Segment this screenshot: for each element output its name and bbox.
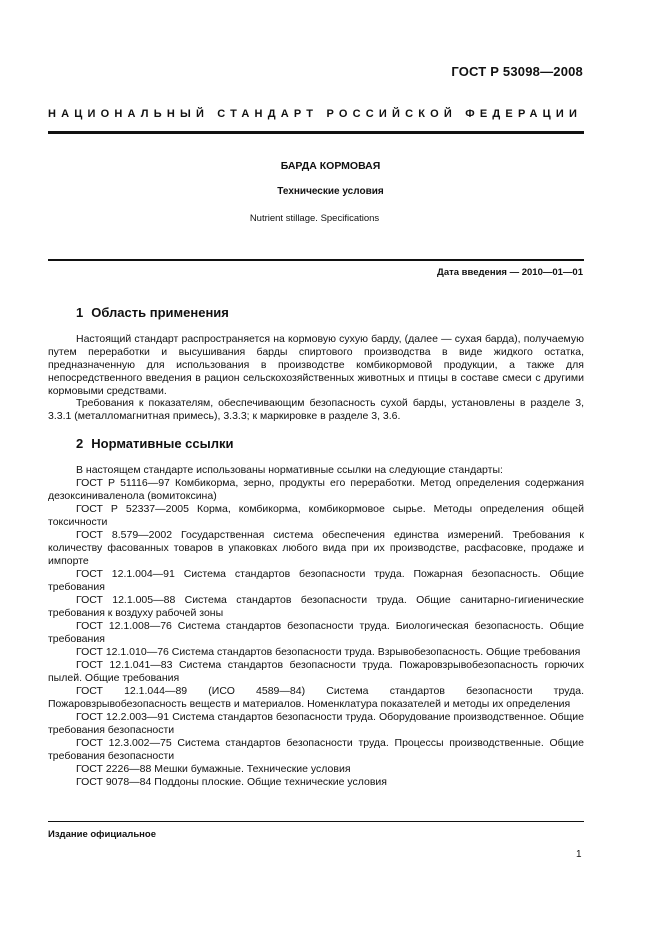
reference-item: ГОСТ 12.1.005—88 Система стандартов безопасности труда. Общие санитарно-гигиенические требования к воздуху рабочей зоны: [48, 594, 584, 619]
section-1-heading: [76, 305, 229, 320]
reference-item: ГОСТ 12.1.004—91 Система стандартов безопасности труда. Пожарная безопасность. Общие требования: [48, 568, 584, 593]
reference-item: ГОСТ 12.1.041—83 Система стандартов безопасности труда. Пожаровзрывобезопасность горючих пылей. Общие требования: [48, 659, 584, 684]
reference-item: ГОСТ 9078—84 Поддоны плоские. Общие технические условия: [76, 776, 387, 788]
title-rule: [48, 259, 584, 261]
national-standard-title: НАЦИОНАЛЬНЫЙ СТАНДАРТ РОССИЙСКОЙ ФЕДЕРАЦИИ: [48, 108, 583, 120]
introduction-date: Дата введения — 2010—01—01: [437, 267, 583, 278]
english-title: Nutrient stillage. Specifications: [249, 213, 380, 224]
reference-item: ГОСТ 12.3.002—75 Система стандартов безопасности труда. Процессы производственные. Общие требования безопасности: [48, 737, 584, 762]
document-title: БАРДА КОРМОВАЯ: [280, 160, 381, 172]
reference-item: ГОСТ 2226—88 Мешки бумажные. Технические условия: [76, 763, 351, 775]
section-1-paragraph-1: Настоящий стандарт распространяется на кормовую сухую барду, (далее — сухая барда), получаемую путем переработки и высушивания барды спиртового производства в виде жидкого остатка, предназначенную для использования в производстве комбикормовой продукции, а также для непосредственного введения в рацион сельскохозяйственных животных и птицы в составе смеси с другими кормовыми средствами.: [48, 333, 584, 397]
section-1-paragraph-2: Требования к показателям, обеспечивающим безопасность сухой барды, установлены в разделе 3, 3.3.1 (металломагнитная примесь), 3.3.3; к маркировке в разделе 3, 3.6.: [48, 397, 584, 422]
section-2-intro: В настоящем стандарте использованы нормативные ссылки на следующие стандарты:: [76, 464, 503, 476]
section-2-title: Нормативные ссылки: [91, 436, 234, 451]
section-2-number: 2: [76, 436, 84, 451]
normative-references-list: [48, 477, 584, 789]
section-1-title: Область применения: [91, 305, 229, 320]
footer-rule: [48, 821, 584, 822]
reference-item: ГОСТ Р 52337—2005 Корма, комбикорма, комбикормовое сырье. Методы определения общей токсичности: [48, 503, 584, 528]
reference-item: ГОСТ 12.1.044—89 (ИСО 4589—84) Система стандартов безопасности труда. Пожаровзрывобезопасность веществ и материалов. Номенклатура показателей и методы их определения: [48, 685, 584, 710]
document-subtitle: Технические условия: [277, 186, 384, 197]
header-rule: [48, 131, 584, 134]
official-edition-label: Издание официальное: [48, 829, 156, 840]
reference-item: ГОСТ 8.579—2002 Государственная система обеспечения единства измерений. Требования к количеству фасованных товаров в упаковках любого вида при их производстве, расфасовке, продаже и импорте: [48, 529, 584, 567]
reference-item: ГОСТ Р 51116—97 Комбикорма, зерно, продукты его переработки. Метод определения содержания дезоксиниваленола (вомитоксина): [48, 477, 584, 502]
reference-item: ГОСТ 12.1.008—76 Система стандартов безопасности труда. Биологическая безопасность. Общие требования: [48, 620, 584, 645]
reference-item: ГОСТ 12.2.003—91 Система стандартов безопасности труда. Оборудование производственное. Общие требования безопасности: [48, 711, 584, 736]
document-number: ГОСТ Р 53098—2008: [451, 64, 583, 79]
reference-item: ГОСТ 12.1.010—76 Система стандартов безопасности труда. Взрывобезопасность. Общие требования: [76, 646, 581, 658]
section-2-heading: [76, 436, 233, 451]
page-number: 1: [576, 849, 582, 860]
section-1-number: 1: [76, 305, 84, 320]
